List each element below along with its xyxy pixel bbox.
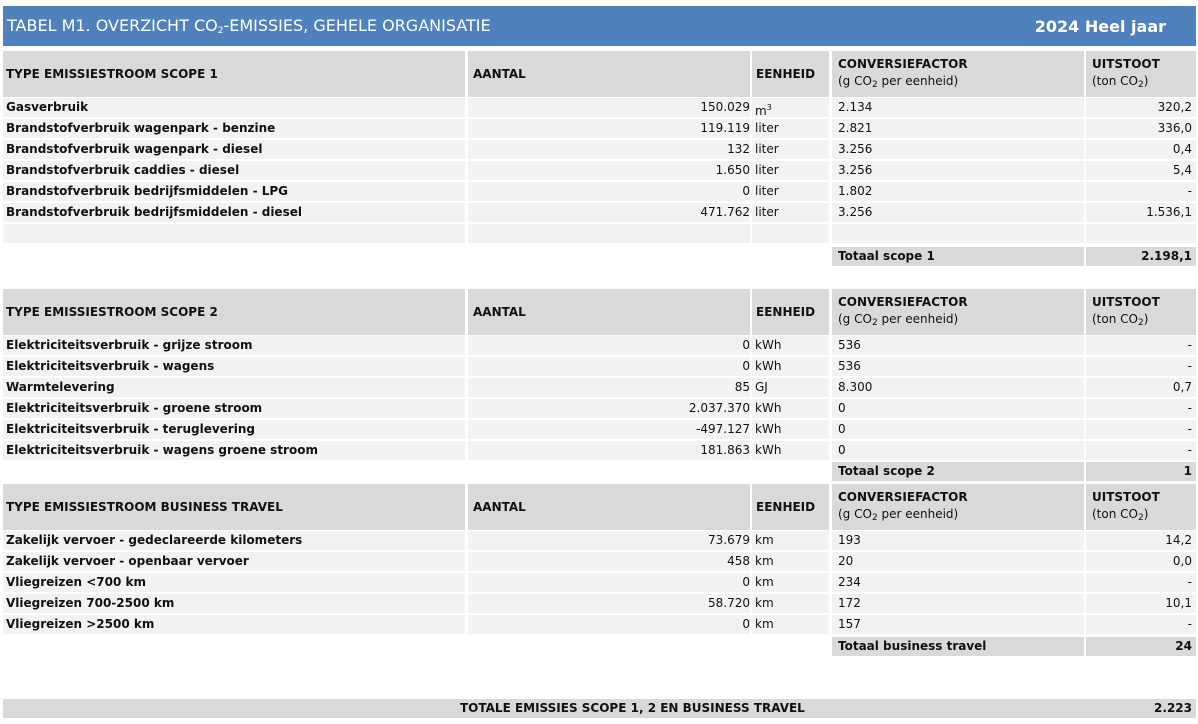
row-label: Brandstofverbruik caddies - diesel (3, 161, 465, 180)
row-label: Zakelijk vervoer - openbaar vervoer (3, 552, 465, 571)
column-header-factor: CONVERSIEFACTOR (g $CO_2$ per eenheid) (832, 484, 1084, 530)
table-row (3, 140, 1196, 159)
table-row (3, 378, 1196, 397)
row-aantal: 0 (468, 182, 750, 201)
total-value: 24 (1086, 637, 1196, 656)
row-aantal: -497.127 (468, 420, 750, 439)
unit-text: liter (755, 121, 779, 135)
table-row (3, 98, 1196, 117)
column-header-factor: CONVERSIEFACTOR (g $CO_2$ per eenheid) (832, 51, 1084, 97)
table-row (3, 161, 1196, 180)
grand-total-label: TOTALE EMISSIES SCOPE 1, 2 EN BUSINESS TRAVEL (460, 701, 805, 715)
row-label: Gasverbruik (3, 98, 465, 117)
total-value: 2.198,1 (1086, 247, 1196, 266)
table-row (3, 441, 1196, 460)
column-header-factor: CONVERSIEFACTOR (g $CO_2$ per eenheid) (832, 289, 1084, 335)
row-factor: 157 (832, 615, 1084, 634)
row-factor: 2.134 (832, 98, 1084, 117)
scope2-header-label: TYPE EMISSIESTROOM SCOPE 2 (3, 289, 465, 335)
column-header-uitstoot: UITSTOOT (ton $CO_2$) (1086, 289, 1196, 335)
row-aantal: 471.762 (468, 203, 750, 222)
row-uitstoot: 0,7 (1086, 378, 1196, 397)
unit-text: km (755, 554, 774, 568)
row-eenheid (752, 420, 829, 439)
row-eenheid (752, 615, 829, 634)
row-uitstoot: - (1086, 441, 1196, 460)
column-header-eenheid: EENHEID (752, 484, 829, 530)
row-label: Brandstofverbruik wagenpark - diesel (3, 140, 465, 159)
total-label: Totaal scope 2 (832, 462, 1084, 481)
unit-text: m (755, 104, 767, 118)
row-aantal: 119.119 (468, 119, 750, 138)
table-row (3, 182, 1196, 201)
unit-text: liter (755, 163, 779, 177)
row-eenheid (752, 161, 829, 180)
unit-text: kWh (755, 443, 782, 457)
row-eenheid (752, 573, 829, 592)
row-factor: 1.802 (832, 182, 1084, 201)
row-factor: 3.256 (832, 161, 1084, 180)
row-factor: 234 (832, 573, 1084, 592)
unit-text: km (755, 533, 774, 547)
table-row (3, 594, 1196, 613)
row-label: Elektriciteitsverbruik - teruglevering (3, 420, 465, 439)
unit-text: kWh (755, 422, 782, 436)
row-uitstoot: - (1086, 399, 1196, 418)
row-aantal: 181.863 (468, 441, 750, 460)
row-label: Brandstofverbruik bedrijfsmiddelen - LPG (3, 182, 465, 201)
row-label: Zakelijk vervoer - gedeclareerde kilometers (3, 531, 465, 550)
period-label: 2024 Heel jaar (1034, 16, 1166, 36)
empty-cell (752, 224, 829, 243)
unit-text: kWh (755, 338, 782, 352)
row-eenheid (752, 441, 829, 460)
empty-cell (468, 224, 750, 243)
row-uitstoot: 10,1 (1086, 594, 1196, 613)
column-header-eenheid: EENHEID (752, 289, 829, 335)
row-factor: 536 (832, 357, 1084, 376)
row-label: Vliegreizen <700 km (3, 573, 465, 592)
row-eenheid (752, 552, 829, 571)
row-label: Vliegreizen 700-2500 km (3, 594, 465, 613)
row-uitstoot: 336,0 (1086, 119, 1196, 138)
table-row (3, 573, 1196, 592)
column-header-aantal: AANTAL (468, 289, 750, 335)
row-uitstoot: - (1086, 357, 1196, 376)
column-header-uitstoot: UITSTOOT (ton $CO_2$) (1086, 484, 1196, 530)
row-aantal: 150.029 (468, 98, 750, 117)
row-label: Brandstofverbruik wagenpark - benzine (3, 119, 465, 138)
row-aantal: 0 (468, 615, 750, 634)
row-label: Elektriciteitsverbruik - wagens (3, 357, 465, 376)
empty-row (3, 224, 1196, 243)
grand-total-value: 2.223 (1154, 701, 1192, 715)
row-eenheid (752, 98, 829, 117)
row-factor: 193 (832, 531, 1084, 550)
row-uitstoot: - (1086, 336, 1196, 355)
row-factor: 3.256 (832, 203, 1084, 222)
row-uitstoot: 320,2 (1086, 98, 1196, 117)
scope2-header-row (3, 289, 1196, 335)
row-aantal: 0 (468, 336, 750, 355)
table-row (3, 203, 1196, 222)
row-factor: 172 (832, 594, 1084, 613)
table-row (3, 336, 1196, 355)
row-aantal: 0 (468, 357, 750, 376)
table-row (3, 531, 1196, 550)
row-uitstoot: 0,0 (1086, 552, 1196, 571)
row-uitstoot: 1.536,1 (1086, 203, 1196, 222)
unit-text: GJ (755, 380, 768, 394)
row-aantal: 458 (468, 552, 750, 571)
row-aantal: 73.679 (468, 531, 750, 550)
row-aantal: 1.650 (468, 161, 750, 180)
unit-text: liter (755, 142, 779, 156)
column-header-eenheid: EENHEID (752, 51, 829, 97)
row-eenheid (752, 140, 829, 159)
row-label: Elektriciteitsverbruik - groene stroom (3, 399, 465, 418)
unit-text: liter (755, 184, 779, 198)
table-row (3, 552, 1196, 571)
row-eenheid (752, 531, 829, 550)
row-factor: 0 (832, 399, 1084, 418)
row-factor: 536 (832, 336, 1084, 355)
row-uitstoot: 0,4 (1086, 140, 1196, 159)
row-eenheid (752, 594, 829, 613)
empty-cell (1086, 224, 1196, 243)
row-eenheid (752, 378, 829, 397)
table-row (3, 119, 1196, 138)
row-uitstoot: - (1086, 615, 1196, 634)
scope1-header-row (3, 51, 1196, 97)
business-header-row (3, 484, 1196, 530)
grand-total-row (3, 699, 1196, 718)
scope1-header-label: TYPE EMISSIESTROOM SCOPE 1 (3, 51, 465, 97)
empty-cell (832, 224, 1084, 243)
row-factor: 3.256 (832, 140, 1084, 159)
total-label: Totaal scope 1 (832, 247, 1084, 266)
table-title-bar (3, 6, 1196, 46)
row-uitstoot: - (1086, 420, 1196, 439)
column-header-aantal: AANTAL (468, 51, 750, 97)
scope2-total-row (3, 462, 1196, 481)
table-row (3, 420, 1196, 439)
table-row (3, 357, 1196, 376)
total-value: 1 (1086, 462, 1196, 481)
row-aantal: 2.037.370 (468, 399, 750, 418)
row-uitstoot: 5,4 (1086, 161, 1196, 180)
row-uitstoot: 14,2 (1086, 531, 1196, 550)
row-factor: 2.821 (832, 119, 1084, 138)
table-title: TABEL M1. OVERZICHT $CO_2$-EMISSIES, GEHELE ORGANISATIE (7, 16, 491, 36)
row-aantal: 132 (468, 140, 750, 159)
business-total-row (3, 637, 1196, 656)
row-aantal: 85 (468, 378, 750, 397)
row-aantal: 0 (468, 573, 750, 592)
total-label: Totaal business travel (832, 637, 1084, 656)
column-header-aantal: AANTAL (468, 484, 750, 530)
row-label: Elektriciteitsverbruik - grijze stroom (3, 336, 465, 355)
row-eenheid (752, 119, 829, 138)
row-factor: 20 (832, 552, 1084, 571)
column-header-uitstoot: UITSTOOT (ton $CO_2$) (1086, 51, 1196, 97)
unit-text: liter (755, 205, 779, 219)
row-aantal: 58.720 (468, 594, 750, 613)
unit-superscript: 3 (766, 103, 772, 112)
row-label: Warmtelevering (3, 378, 465, 397)
empty-cell (3, 224, 465, 243)
unit-text: kWh (755, 401, 782, 415)
row-eenheid (752, 399, 829, 418)
unit-text: km (755, 596, 774, 610)
row-label: Brandstofverbruik bedrijfsmiddelen - diesel (3, 203, 465, 222)
unit-text: km (755, 575, 774, 589)
unit-text: kWh (755, 359, 782, 373)
row-eenheid (752, 182, 829, 201)
table-row (3, 399, 1196, 418)
row-eenheid (752, 357, 829, 376)
row-uitstoot: - (1086, 182, 1196, 201)
row-factor: 8.300 (832, 378, 1084, 397)
row-factor: 0 (832, 441, 1084, 460)
row-uitstoot: - (1086, 573, 1196, 592)
scope1-total-row (3, 247, 1196, 266)
row-eenheid (752, 203, 829, 222)
unit-text: km (755, 617, 774, 631)
row-factor: 0 (832, 420, 1084, 439)
table-row (3, 615, 1196, 634)
row-label: Elektriciteitsverbruik - wagens groene stroom (3, 441, 465, 460)
business-header-label: TYPE EMISSIESTROOM BUSINESS TRAVEL (3, 484, 465, 530)
row-label: Vliegreizen >2500 km (3, 615, 465, 634)
row-eenheid (752, 336, 829, 355)
